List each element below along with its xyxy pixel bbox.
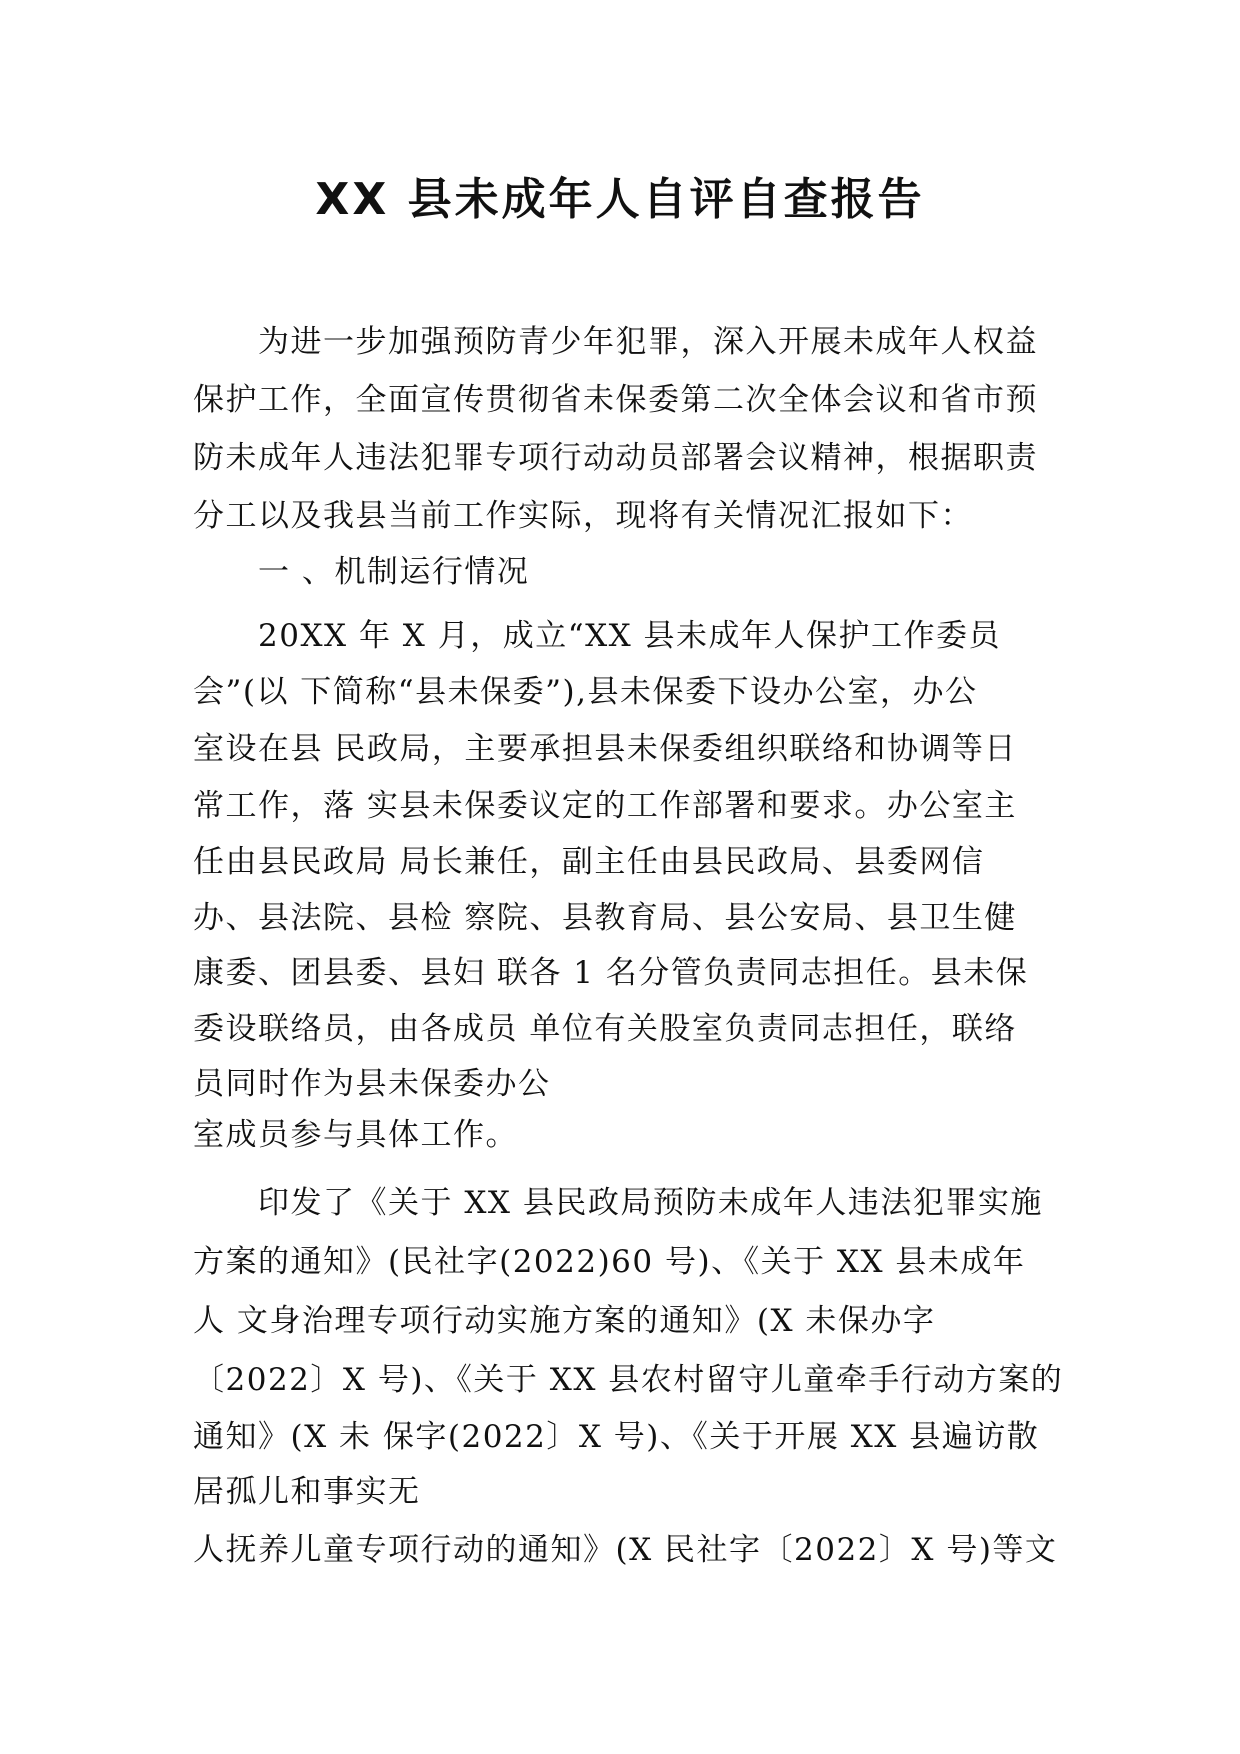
text-line-22: 人抚养儿童专项行动的通知》(X 民社字〔2022〕X 号)等文 [193, 1532, 1058, 1568]
section-heading: 一 、机制运行情况 [258, 554, 530, 590]
text-line-11: 办、县法院、县检 察院、县教育局、县公安局、县卫生健 [193, 900, 1017, 936]
text-line-8: 室设在县 民政局，主要承担县未保委组织联络和协调等日 [193, 731, 1017, 767]
document-title: XX 县未成年人自评自查报告 [315, 174, 925, 225]
text-line-10: 任由县民政局 局长兼任，副主任由县民政局、县委网信 [193, 844, 985, 880]
text-line-16: 印发了《关于 XX 县民政局预防未成年人违法犯罪实施 [258, 1185, 1043, 1221]
text-line-21: 居孤儿和事实无 [193, 1474, 421, 1510]
text-line-1: 为进一步加强预防青少年犯罪，深入开展未成年人权益 [258, 324, 1038, 360]
text-line-12: 康委、团县委、县妇 联各 1 名分管负责同志担任。县未保 [193, 955, 1029, 991]
text-line-18: 人 文身治理专项行动实施方案的通知》(X 未保办字 [193, 1303, 936, 1339]
text-line-19: 〔2022〕X 号)、《关于 XX 县农村留守儿童牵手行动方案的 [193, 1362, 1064, 1398]
text-line-20: 通知》(X 未 保字(2022〕X 号)、《关于开展 XX 县遍访散 [193, 1419, 1040, 1455]
text-line-3: 防未成年人违法犯罪专项行动动员部署会议精神，根据职责 [193, 440, 1038, 476]
text-line-6: 20XX 年 X 月，成立“XX 县未成年人保护工作委员 [258, 618, 1002, 654]
text-line-2: 保护工作，全面宣传贯彻省未保委第二次全体会议和省市预 [193, 382, 1038, 418]
text-line-4: 分工以及我县当前工作实际，现将有关情况汇报如下： [193, 498, 973, 534]
text-line-17: 方案的通知》(民社字(2022)60 号)、《关于 XX 县未成年 [193, 1244, 1026, 1280]
text-line-15: 室成员参与具体工作。 [193, 1117, 518, 1153]
text-line-13: 委设联络员，由各成员 单位有关股室负责同志担任，联络 [193, 1011, 1017, 1047]
text-line-9: 常工作，落 实县未保委议定的工作部署和要求。办公室主 [193, 788, 1017, 824]
text-line-7: 会”(以 下简称“县未保委”),县未保委下设办公室，办公 [193, 674, 978, 710]
text-line-14: 员同时作为县未保委办公 [193, 1066, 551, 1102]
